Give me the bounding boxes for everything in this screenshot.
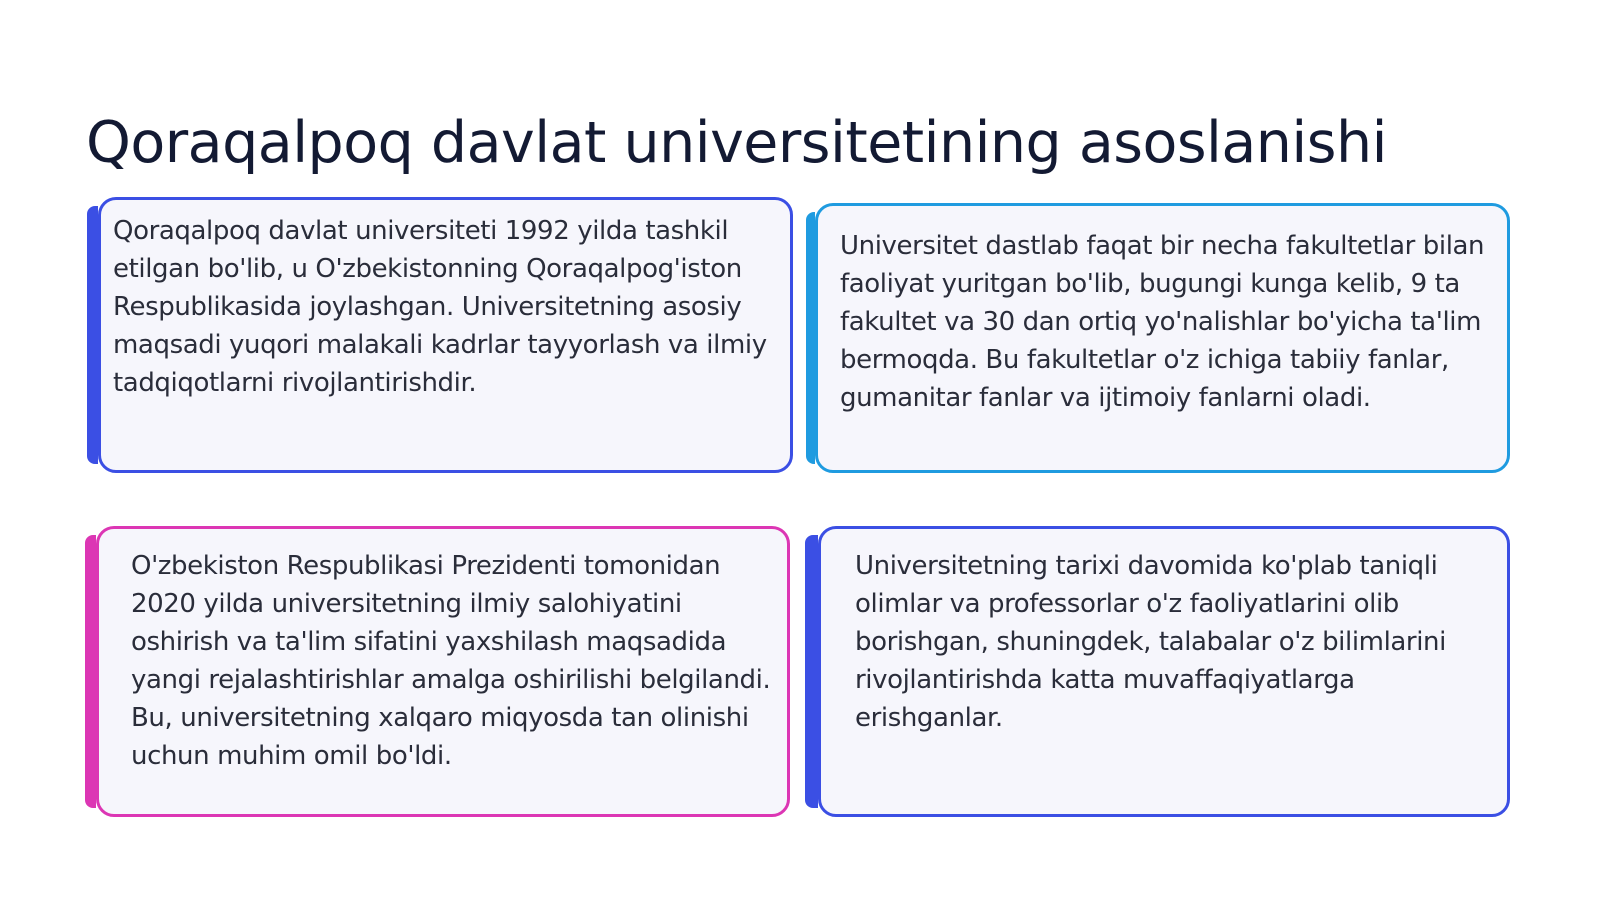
info-card-faculties — [815, 203, 1510, 473]
slide-title: Qoraqalpoq davlat universitetining asoslanishi — [86, 110, 1387, 176]
info-card-development — [96, 526, 790, 817]
card-text: O'zbekiston Respublikasi Prezidenti tomonidan 2020 yilda universitetning ilmiy salohiyatini oshirish va ta'lim sifatini yaxshilash maqsadida yangi rejalashtirishlar amalga oshirilishi belgilandi. Bu, universitetning xalqaro miqyosda tan olinishi uchun muhim omil bo'ldi. — [131, 551, 771, 771]
info-card-history — [818, 526, 1510, 817]
card-text: Universitet dastlab faqat bir necha fakultetlar bilan faoliyat yuritgan bo'lib, bugungi kunga kelib, 9 ta fakultet va 30 dan ortiq yo'nalishlar bo'yicha ta'lim bermoqda. Bu fakultetlar o'z ichiga tabiiy fanlar, gumanitar fanlar va ijtimoiy fanlarni oladi. — [840, 231, 1485, 413]
card-text: Qoraqalpoq davlat universiteti 1992 yilda tashkil etilgan bo'lib, u O'zbekistonning Qoraqalpog'iston Respublikasida joylashgan. Universitetning asosiy maqsadi yuqori malakali kadrlar tayyorlash va ilmiy tadqiqotlarni rivojlantirishdir. — [113, 216, 767, 398]
card-accent-bar — [805, 535, 818, 808]
card-text: Universitetning tarixi davomida ko'plab taniqli olimlar va professorlar o'z faoliyatlarini olib borishgan, shuningdek, talabalar o'z bilimlarini rivojlantirishda katta muvaffaqiyatlarga erishganlar. — [855, 551, 1446, 733]
card-accent-bar — [806, 212, 815, 464]
card-accent-bar — [87, 206, 98, 464]
card-accent-bar — [85, 535, 96, 808]
info-card-founding — [98, 197, 793, 473]
